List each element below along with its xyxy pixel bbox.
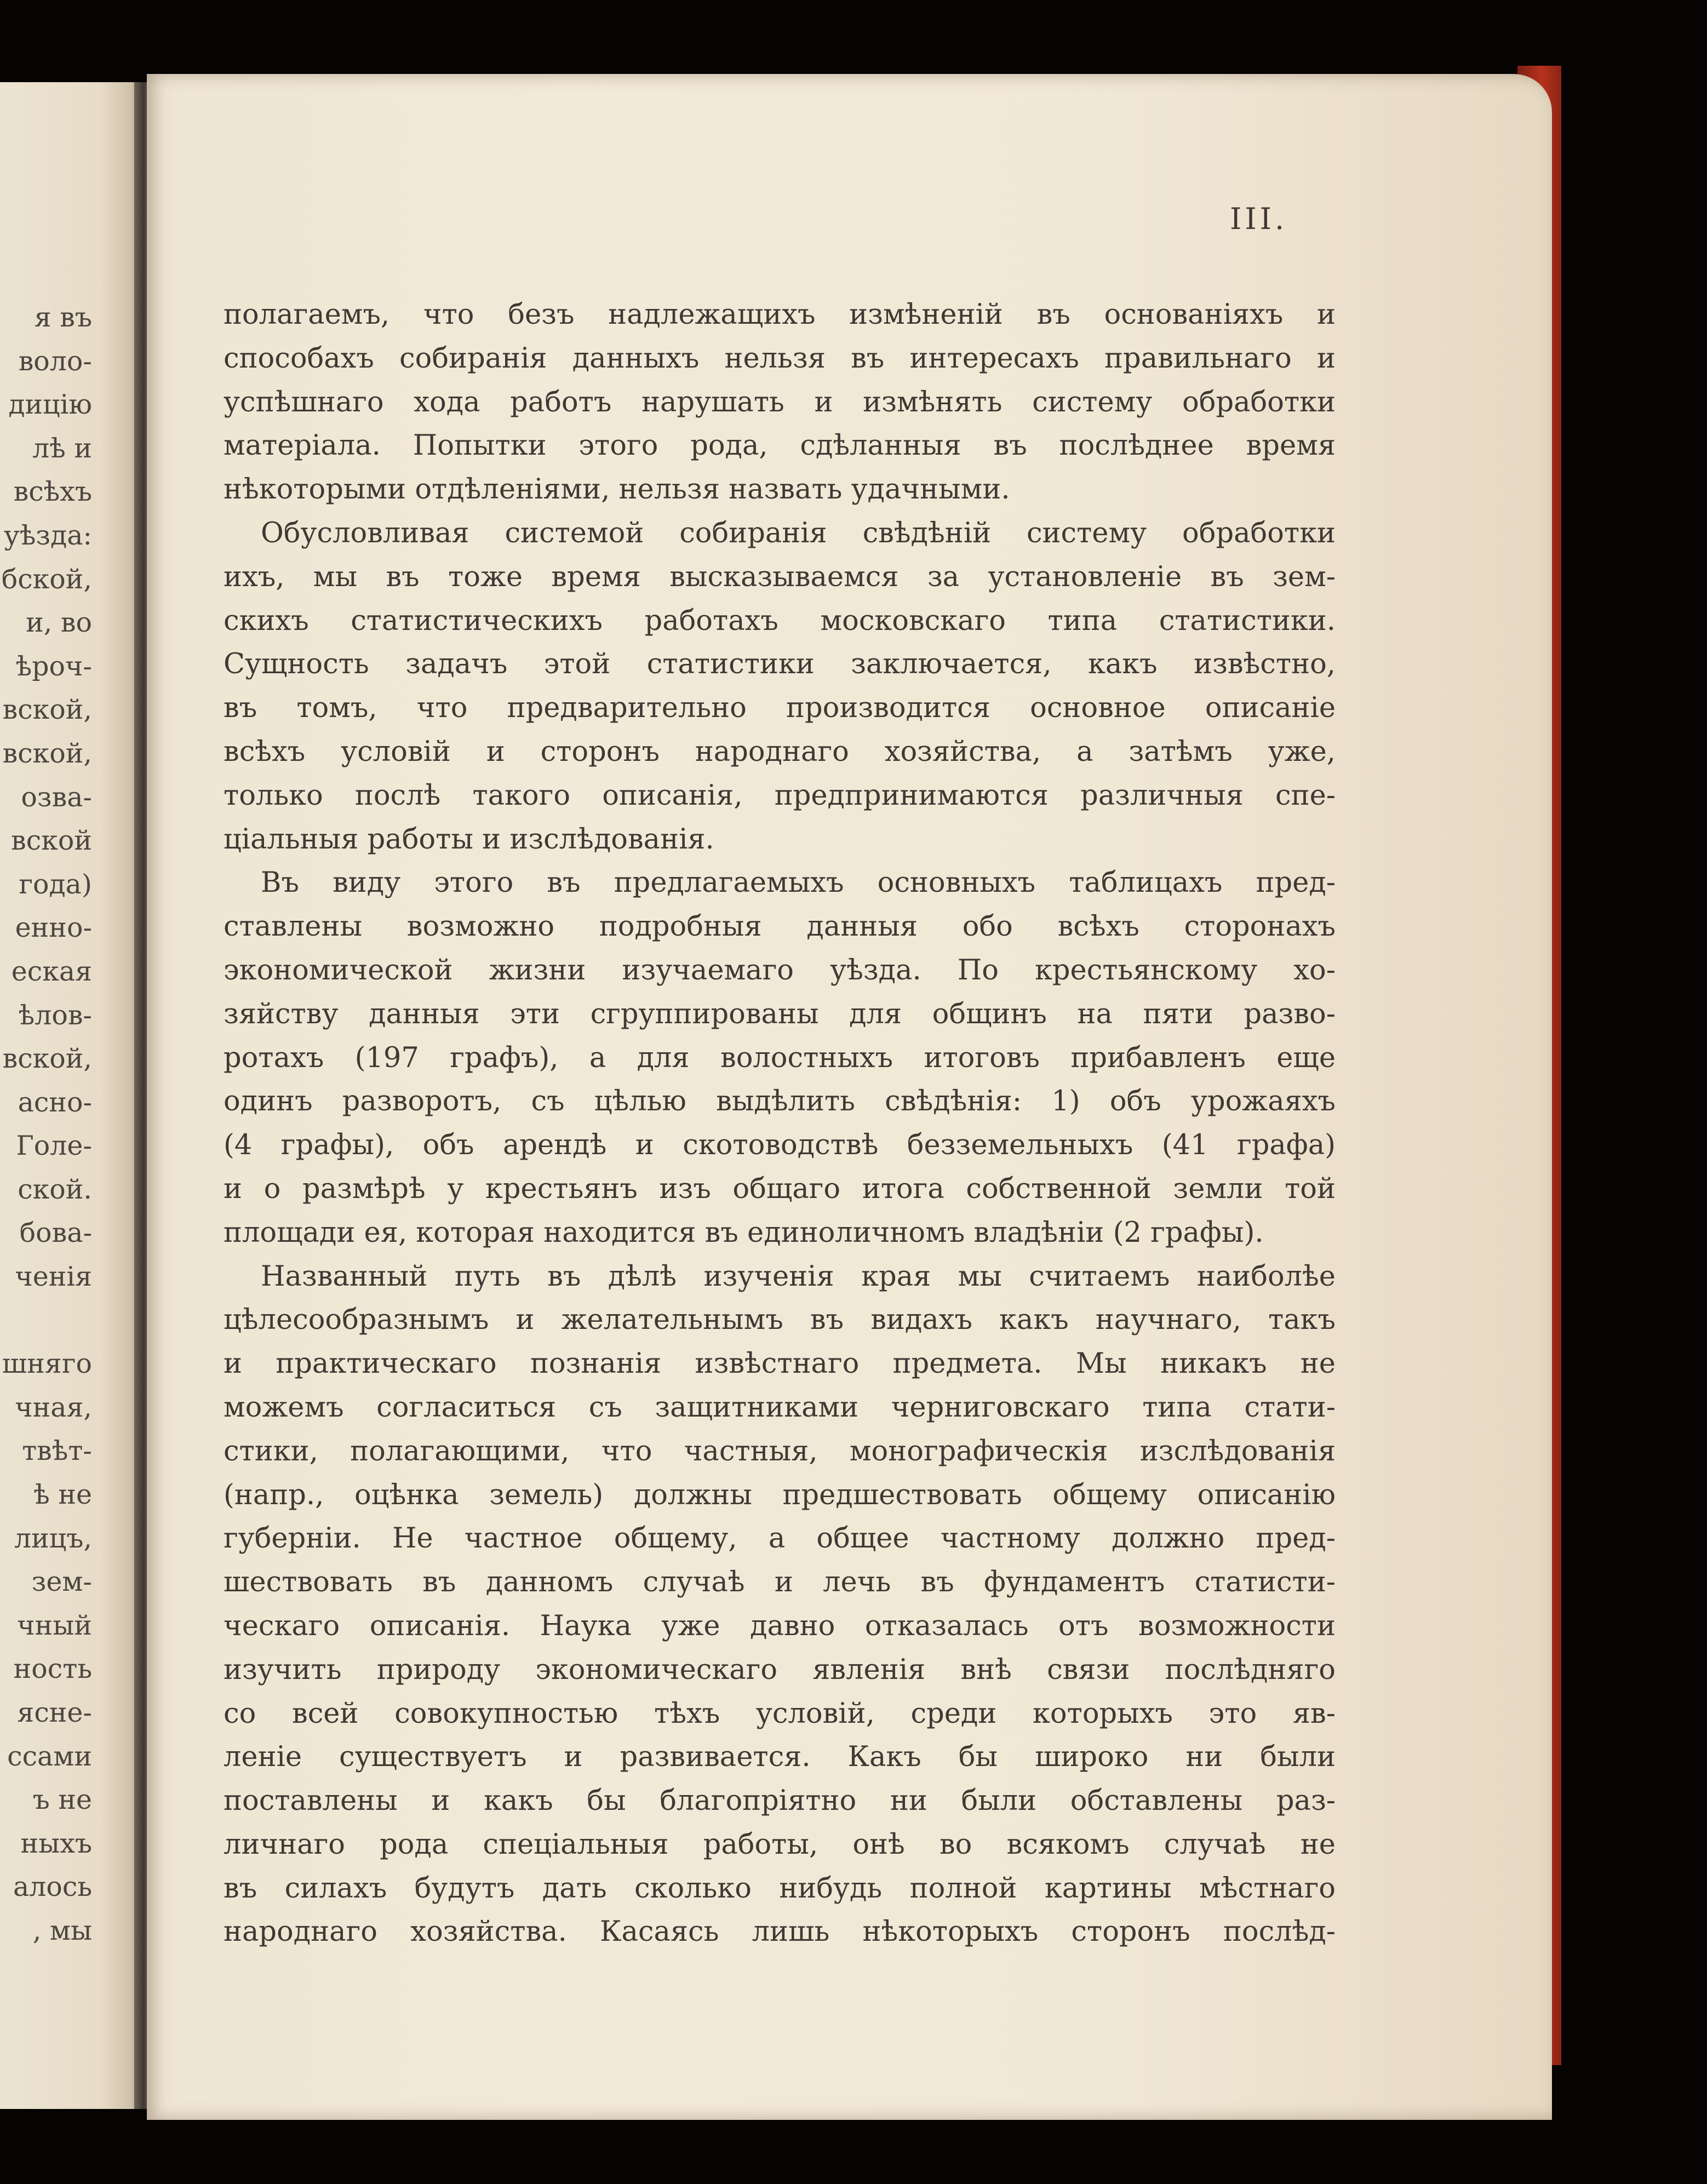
left-page	[0, 82, 142, 2109]
text-line: ціальныя работы и изслѣдованія.	[224, 823, 714, 856]
text-line: Названный путь въ дѣлѣ изученія края мы считаемъ наиболѣе	[261, 1260, 1336, 1293]
text-line: можемъ согласиться съ защитниками черниговскаго типа стати-	[224, 1391, 1336, 1424]
text-line: шествовать въ данномъ случаѣ и лечь въ фундаментъ статисти-	[224, 1566, 1336, 1599]
left-page-fragment: алось	[13, 1871, 92, 1903]
text-line: народнаго хозяйства. Касаясь лишь нѣкоторыхъ сторонъ послѣд-	[224, 1916, 1336, 1948]
left-page-fragment: твѣт-	[22, 1435, 92, 1467]
left-page-fragment: ченія	[15, 1261, 92, 1293]
text-line: стики, полагающими, что частныя, монографическія изслѣдованія	[224, 1435, 1336, 1468]
left-page-fragment: зем-	[31, 1566, 92, 1598]
left-page-fragment: чный	[17, 1609, 92, 1641]
text-line: успѣшнаго хода работъ нарушать и измѣнять систему обработки	[224, 386, 1336, 419]
text-line: ставлены возможно подробныя данныя обо всѣхъ сторонахъ	[224, 910, 1336, 943]
left-page-fragment: вской,	[2, 737, 92, 769]
left-page-fragment: вской,	[2, 694, 92, 726]
left-page-fragment: ской.	[18, 1173, 92, 1205]
left-page-fragment: уѣзда:	[4, 519, 92, 551]
left-page-fragment: года)	[19, 868, 92, 900]
left-page-fragment: вской	[11, 825, 92, 857]
left-page-fragment: озва-	[21, 781, 92, 813]
left-page-fragment: ъ не	[32, 1784, 92, 1816]
text-line: матеріала. Попытки этого рода, сдѣланныя въ послѣднее время	[224, 429, 1336, 462]
left-page-fragment: дицію	[8, 389, 92, 421]
left-page-fragment: еская	[11, 955, 92, 987]
left-page-fragment: , мы	[32, 1914, 92, 1946]
text-line: зяйству данныя эти сгруппированы для общинъ на пяти разво-	[224, 998, 1336, 1030]
text-line: одинъ разворотъ, съ цѣлью выдѣлить свѣдѣнія: 1) объ урожаяхъ	[224, 1085, 1336, 1118]
left-page-fragment: ѣлов-	[18, 999, 92, 1031]
left-page-fragment: ность	[13, 1653, 92, 1685]
text-line: ческаго описанія. Наука уже давно отказалась отъ возможности	[224, 1609, 1336, 1642]
page-number: III.	[1230, 202, 1288, 236]
text-line: только послѣ такого описанія, предпринимаются различныя спе-	[224, 779, 1336, 812]
text-line: экономической жизни изучаемаго уѣзда. По крестьянскому хо-	[224, 954, 1336, 987]
text-line: скихъ статистическихъ работахъ московскаго типа статистики.	[224, 604, 1336, 637]
left-page-fragment: Голе-	[16, 1130, 92, 1162]
text-line: со всей совокупностью тѣхъ условій, среди которыхъ это яв-	[224, 1697, 1336, 1730]
text-line: ихъ, мы въ тоже время высказываемся за установленіе въ зем-	[224, 560, 1336, 593]
left-page-fragment: ссами	[7, 1740, 92, 1772]
text-line: изучить природу экономическаго явленія внѣ связи послѣдняго	[224, 1653, 1336, 1686]
left-page-fragment: ѣ не	[33, 1479, 92, 1511]
left-page-fragment: енно-	[15, 912, 92, 944]
text-line: площади ея, которая находится въ единоличномъ владѣніи (2 графы).	[224, 1216, 1264, 1249]
left-page-fragment: лѣ и	[32, 432, 92, 464]
left-page-fragment: воло-	[18, 345, 92, 377]
left-page-fragment: я въ	[34, 302, 92, 333]
left-page-fragment: ѣроч-	[15, 650, 92, 682]
left-page-fragment: чная,	[15, 1391, 92, 1423]
text-line: способахъ собиранія данныхъ нельзя въ интересахъ правильнаго и	[224, 342, 1336, 375]
text-line: ротахъ (197 графъ), а для волостныхъ итоговъ прибавленъ еще	[224, 1041, 1336, 1074]
left-page-fragment	[0, 1299, 92, 1343]
page-body-text	[224, 293, 1336, 1954]
text-line: нѣкоторыми отдѣленіями, нельзя назвать удачными.	[224, 473, 1010, 506]
text-line: полагаемъ, что безъ надлежащихъ измѣненій въ основаніяхъ и	[224, 299, 1336, 331]
text-line: всѣхъ условій и сторонъ народнаго хозяйства, а затѣмъ уже,	[224, 735, 1336, 768]
left-page-fragment: и, во	[26, 607, 92, 639]
text-line: и практическаго познанія извѣстнаго предмета. Мы никакъ не	[224, 1348, 1336, 1380]
text-line: (напр., оцѣнка земель) должны предшествовать общему описанію	[224, 1478, 1336, 1511]
text-line: Обусловливая системой собиранія свѣдѣній систему обработки	[261, 517, 1336, 549]
text-line: Въ виду этого въ предлагаемыхъ основныхъ таблицахъ пред-	[261, 867, 1336, 899]
text-line: губерніи. Не частное общему, а общее частному должно пред-	[224, 1522, 1336, 1555]
left-page-fragment: вской,	[2, 1043, 92, 1075]
text-line: личнаго рода спеціальныя работы, онѣ во всякомъ случаѣ не	[224, 1828, 1336, 1861]
left-page-fragment: лицъ,	[14, 1522, 92, 1554]
text-line: леніе существуетъ и развивается. Какъ бы широко ни были	[224, 1741, 1336, 1774]
text-line: въ томъ, что предварительно производится основное описаніе	[224, 692, 1336, 725]
left-page-fragment: бской,	[1, 563, 92, 595]
left-page-fragment: всѣхъ	[13, 476, 92, 508]
left-page-fragment: асно-	[18, 1086, 92, 1118]
left-page-fragment: ясне-	[17, 1697, 92, 1728]
text-line: Сущность задачъ этой статистики заключается, какъ извѣстно,	[224, 648, 1336, 681]
text-line: въ силахъ будутъ дать сколько нибудь полной картины мѣстнаго	[224, 1872, 1336, 1905]
text-line: и о размѣрѣ у крестьянъ изъ общаго итога собственной земли той	[224, 1172, 1336, 1205]
text-line: цѣлесообразнымъ и желательнымъ въ видахъ какъ научнаго, такъ	[224, 1304, 1336, 1337]
text-line: поставлены и какъ бы благопріятно ни были обставлены раз-	[224, 1785, 1336, 1818]
text-line: (4 графы), объ арендѣ и скотоводствѣ безземельныхъ (41 графа)	[224, 1129, 1336, 1162]
left-page-text-fragments	[0, 296, 92, 1953]
left-page-fragment: шняго	[2, 1348, 92, 1380]
left-page-fragment: ныхъ	[20, 1827, 92, 1859]
left-page-fragment: бова-	[19, 1217, 92, 1249]
